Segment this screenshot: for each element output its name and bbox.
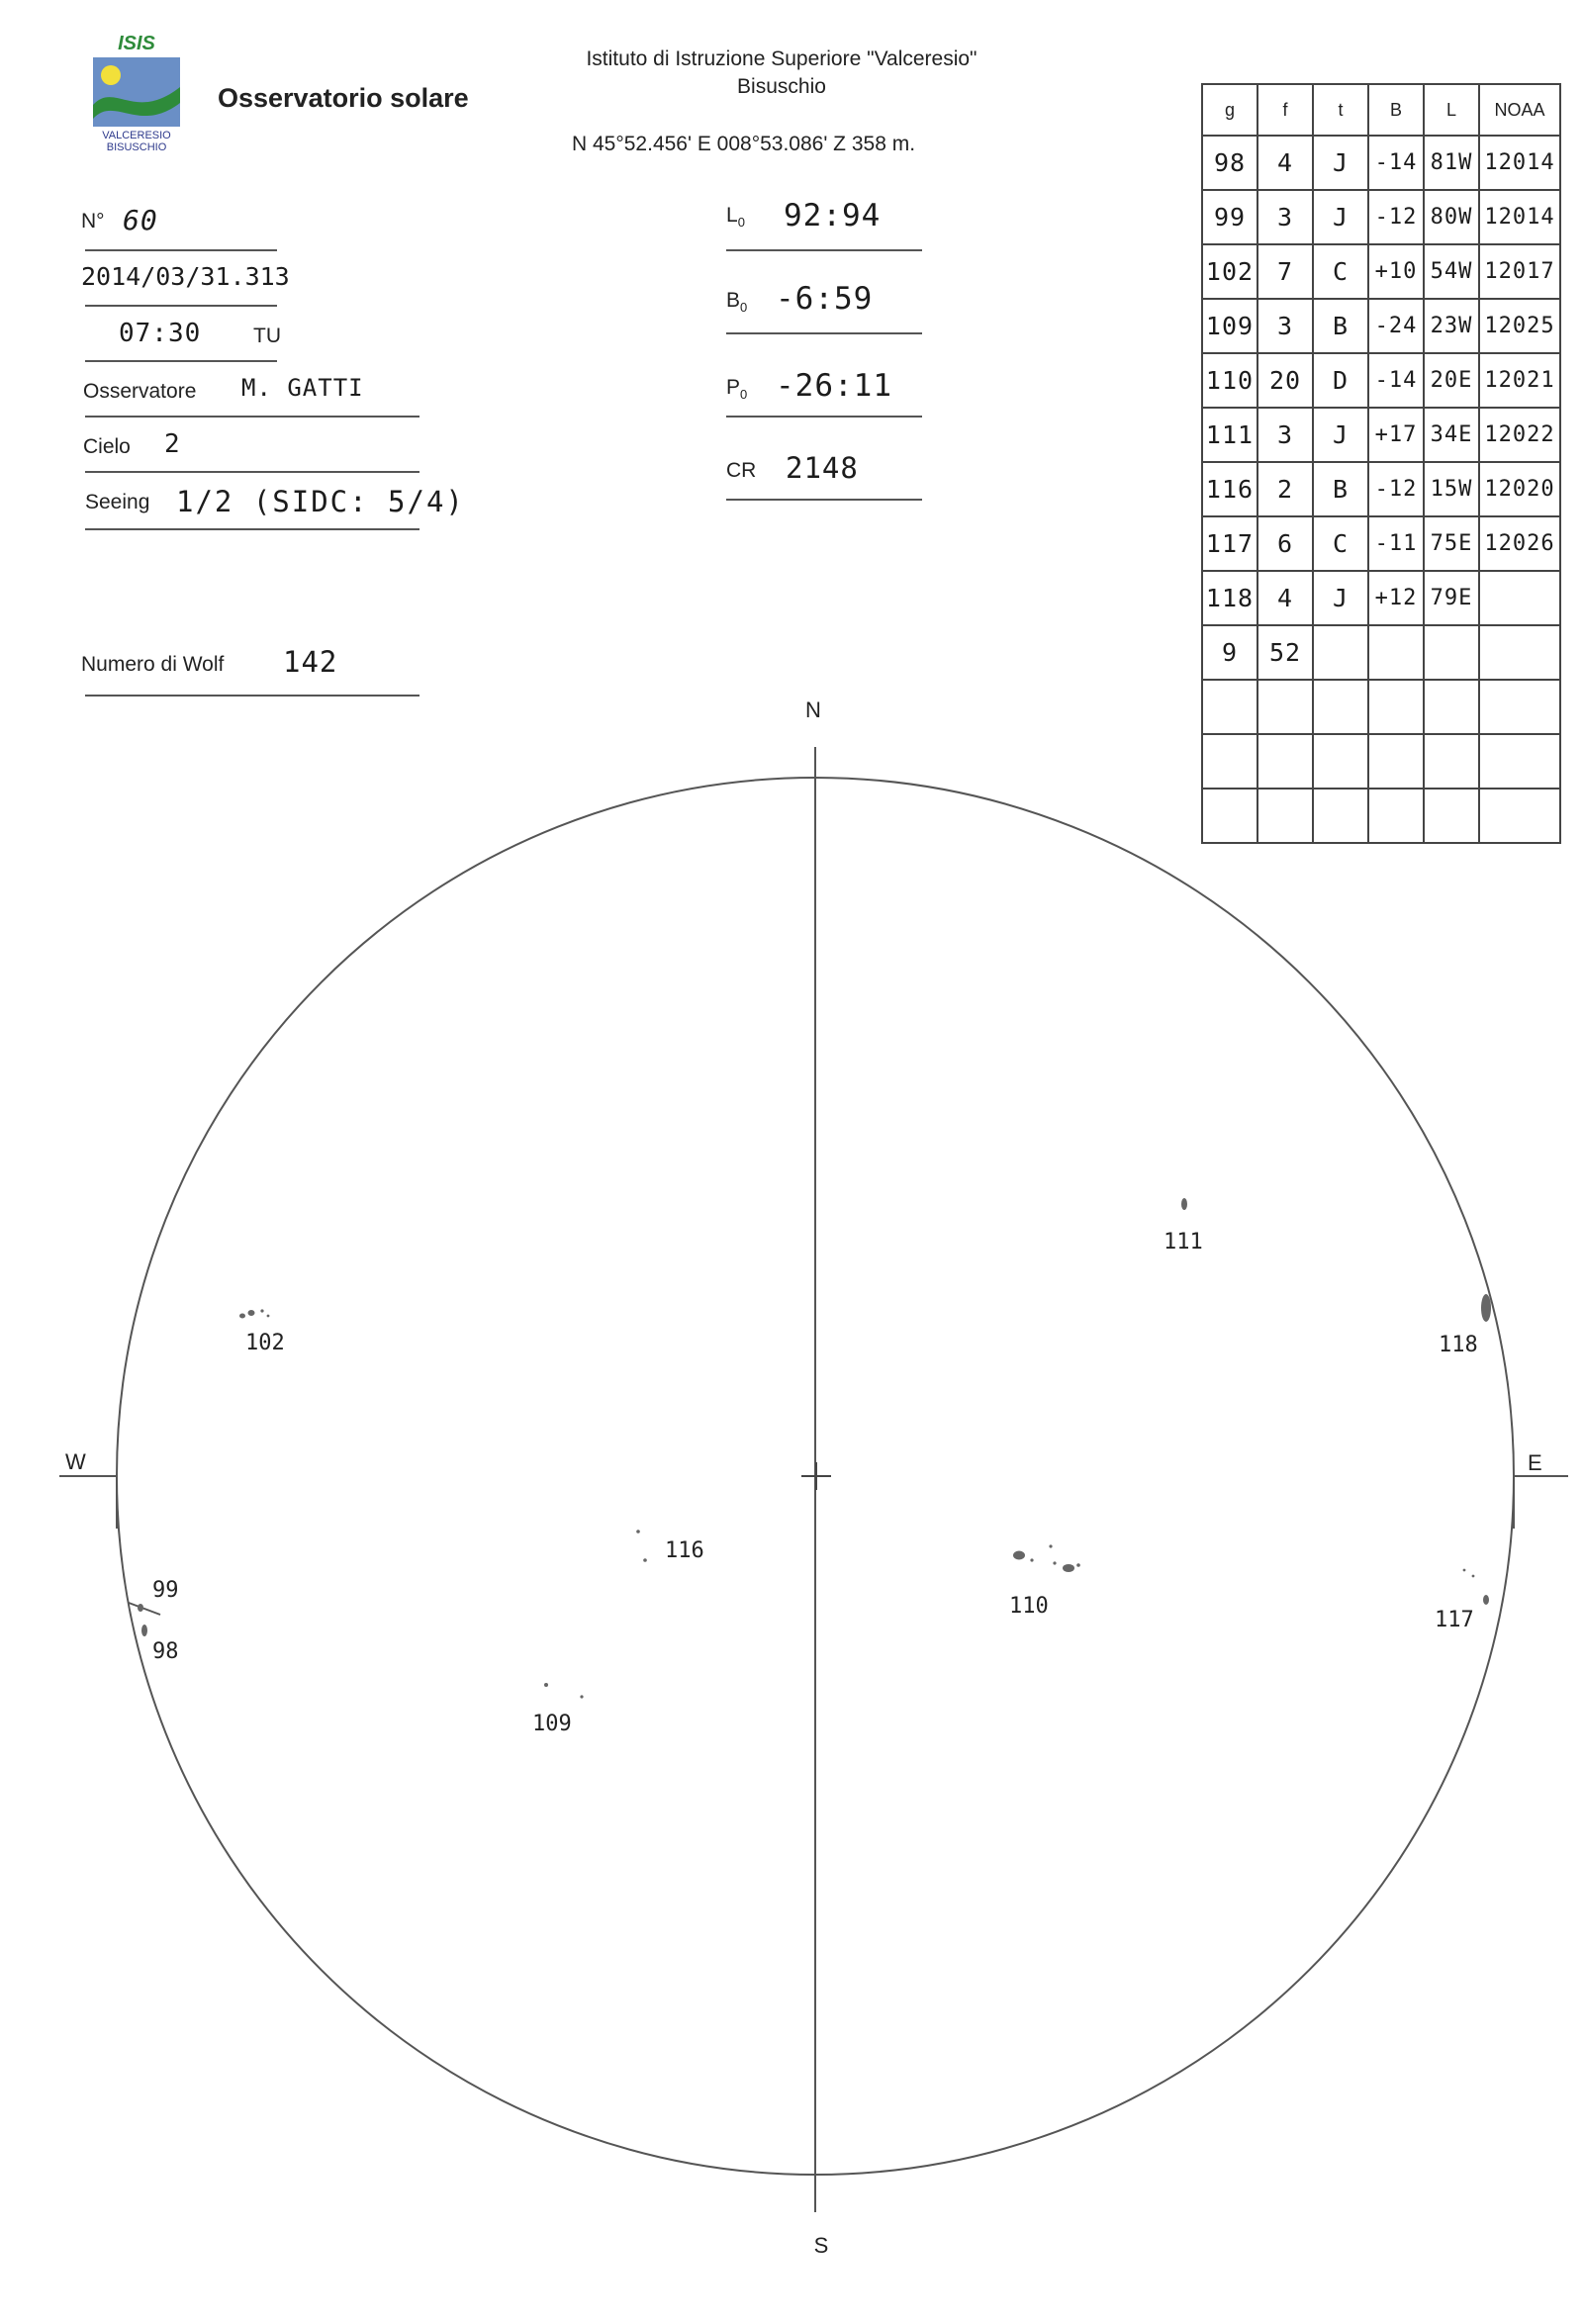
- group-label-102: 102: [245, 1331, 285, 1355]
- b0-value: -6:59: [776, 281, 874, 317]
- table-cell: 12014: [1479, 190, 1560, 244]
- header-longitude: L: [1424, 84, 1479, 136]
- table-cell: 6: [1257, 516, 1313, 571]
- table-cell: J: [1313, 136, 1368, 190]
- table-cell: 12022: [1479, 408, 1560, 462]
- table-cell: B: [1313, 462, 1368, 516]
- logo-caption-2: BISUSCHIO: [106, 141, 167, 153]
- table-cell: D: [1313, 353, 1368, 408]
- table-cell: 117: [1202, 516, 1257, 571]
- table-cell: C: [1313, 516, 1368, 571]
- spot: [580, 1695, 583, 1698]
- table-cell: 111: [1202, 408, 1257, 462]
- table-cell: +17: [1368, 408, 1424, 462]
- sky-label: Cielo: [83, 435, 131, 458]
- spot: [1483, 1595, 1489, 1605]
- table-cell: 110: [1202, 353, 1257, 408]
- table-cell: 54W: [1424, 244, 1479, 299]
- table-cell: J: [1313, 408, 1368, 462]
- institute-name: Istituto di Istruzione Superiore "Valceresio": [586, 47, 978, 70]
- wolf-label: Numero di Wolf: [81, 653, 225, 676]
- l0-value: 92:94: [784, 198, 882, 233]
- seeing-label: Seeing: [85, 491, 150, 513]
- observation-date: 2014/03/31.313: [81, 262, 290, 291]
- table-cell: 4: [1257, 136, 1313, 190]
- table-cell: 12017: [1479, 244, 1560, 299]
- table-cell: +10: [1368, 244, 1424, 299]
- time-zone: TU: [253, 325, 281, 347]
- spot: [260, 1309, 263, 1312]
- spot: [544, 1683, 548, 1687]
- spot: [1472, 1575, 1475, 1578]
- table-cell: 20E: [1424, 353, 1479, 408]
- cr-value: 2148: [786, 451, 859, 485]
- table-cell: 12014: [1479, 136, 1560, 190]
- table-cell: 3: [1257, 190, 1313, 244]
- east-label: E: [1528, 1450, 1542, 1475]
- limb-tick-99: [129, 1603, 160, 1615]
- table-cell: +12: [1368, 571, 1424, 625]
- table-cell: 12025: [1479, 299, 1560, 353]
- table-cell: 12021: [1479, 353, 1560, 408]
- table-cell: -14: [1368, 136, 1424, 190]
- table-cell: 118: [1202, 571, 1257, 625]
- table-cell: 99: [1202, 190, 1257, 244]
- spot: [1013, 1551, 1025, 1560]
- group-label-116: 116: [665, 1538, 704, 1563]
- table-cell: 4: [1257, 571, 1313, 625]
- spot: [1063, 1564, 1074, 1572]
- observer-name: M. GATTI: [241, 374, 364, 402]
- spot: [1030, 1558, 1033, 1561]
- observation-number: 60: [123, 204, 158, 236]
- spot: [138, 1604, 143, 1612]
- p0-letter: P: [726, 376, 741, 399]
- logo-caption-1: VALCERESIO: [102, 130, 171, 141]
- table-cell: 3: [1257, 299, 1313, 353]
- spot: [1481, 1294, 1491, 1322]
- table-cell: 79E: [1424, 571, 1479, 625]
- spot: [1053, 1561, 1056, 1564]
- table-cell: B: [1313, 299, 1368, 353]
- table-cell: -14: [1368, 353, 1424, 408]
- spot: [1463, 1569, 1466, 1572]
- b0-letter: B: [726, 289, 741, 312]
- group-label-110: 110: [1009, 1594, 1049, 1619]
- table-cell: 102: [1202, 244, 1257, 299]
- table-cell: J: [1313, 190, 1368, 244]
- table-cell: -12: [1368, 462, 1424, 516]
- spot: [643, 1558, 647, 1562]
- table-cell: 116: [1202, 462, 1257, 516]
- table-cell: 9: [1202, 625, 1257, 680]
- west-label: W: [65, 1449, 86, 1474]
- group-label-99: 99: [152, 1578, 179, 1603]
- spot: [636, 1530, 640, 1534]
- wolf-number: 142: [283, 645, 338, 679]
- spot: [1049, 1544, 1052, 1547]
- table-cell: 7: [1257, 244, 1313, 299]
- spot: [1181, 1198, 1187, 1210]
- header-spots: f: [1257, 84, 1313, 136]
- header-latitude: B: [1368, 84, 1424, 136]
- spot: [141, 1625, 147, 1636]
- table-cell: J: [1313, 571, 1368, 625]
- group-label-118: 118: [1439, 1333, 1478, 1357]
- l0-subscript: 0: [737, 215, 745, 231]
- table-cell: 52: [1257, 625, 1313, 680]
- logo-wordmark: ISIS: [118, 33, 155, 54]
- l0-letter: L: [726, 204, 738, 227]
- north-label: N: [805, 697, 821, 722]
- observation-time: 07:30: [119, 319, 202, 348]
- table-cell: -11: [1368, 516, 1424, 571]
- spot: [267, 1315, 270, 1318]
- table-cell: 80W: [1424, 190, 1479, 244]
- sky-value: 2: [164, 429, 181, 459]
- south-label: S: [813, 2233, 829, 2258]
- group-label-98: 98: [152, 1639, 179, 1664]
- table-cell: 3: [1257, 408, 1313, 462]
- table-cell: 15W: [1424, 462, 1479, 516]
- header-type: t: [1313, 84, 1368, 136]
- observatory-coordinates: N 45°52.456' E 008°53.086' Z 358 m.: [572, 133, 916, 155]
- sheet-title: Osservatorio solare: [218, 83, 469, 113]
- p0-value: -26:11: [776, 368, 892, 404]
- table-cell: 12020: [1479, 462, 1560, 516]
- b0-subscript: 0: [740, 300, 748, 316]
- group-label-109: 109: [532, 1712, 572, 1736]
- header-noaa: NOAA: [1479, 84, 1560, 136]
- table-cell: 20: [1257, 353, 1313, 408]
- table-cell: 2: [1257, 462, 1313, 516]
- number-label: N°: [81, 210, 105, 232]
- table-cell: -12: [1368, 190, 1424, 244]
- header-group: g: [1202, 84, 1257, 136]
- group-label-111: 111: [1164, 1230, 1203, 1255]
- p0-subscript: 0: [740, 387, 748, 403]
- table-cell: 98: [1202, 136, 1257, 190]
- cr-label: CR: [726, 459, 757, 482]
- spot: [1076, 1563, 1080, 1567]
- table-cell: -24: [1368, 299, 1424, 353]
- group-label-117: 117: [1435, 1608, 1474, 1632]
- table-cell: 75E: [1424, 516, 1479, 571]
- table-cell: 81W: [1424, 136, 1479, 190]
- table-cell: C: [1313, 244, 1368, 299]
- spot: [248, 1310, 255, 1316]
- institute-town: Bisuschio: [737, 75, 826, 98]
- table-cell: 23W: [1424, 299, 1479, 353]
- table-cell: 12026: [1479, 516, 1560, 571]
- seeing-value: 1/2 (SIDC: 5/4): [176, 485, 465, 518]
- observer-label: Osservatore: [83, 380, 197, 403]
- table-cell: 109: [1202, 299, 1257, 353]
- spot: [239, 1314, 245, 1319]
- table-cell: 34E: [1424, 408, 1479, 462]
